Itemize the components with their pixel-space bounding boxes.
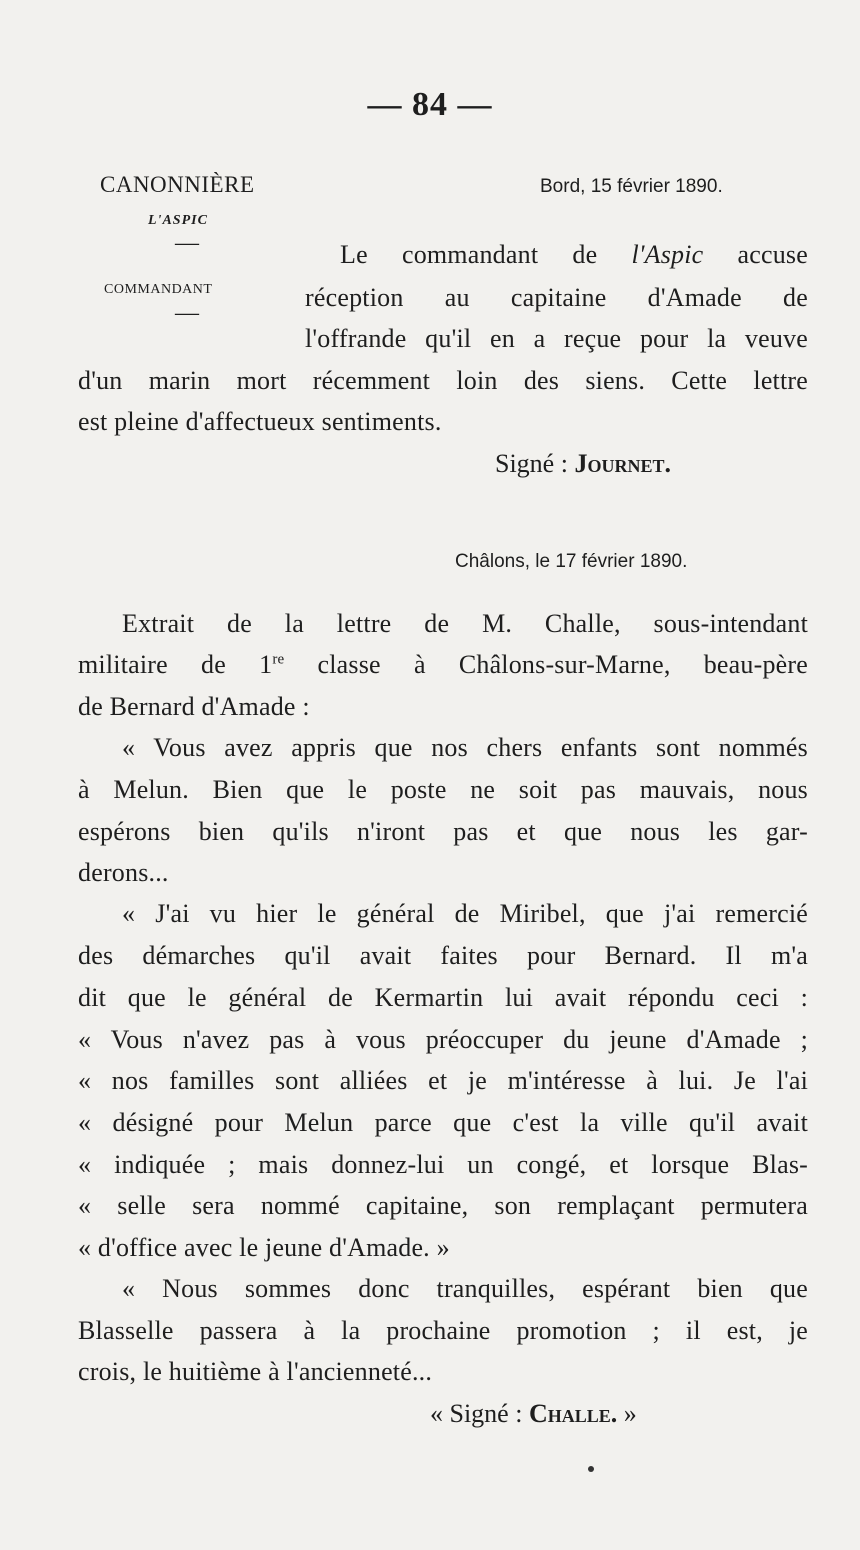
signature-name: Challe.	[528, 1399, 618, 1428]
letter2-line: espérons bien qu'ils n'iront pas et que nous les gar-	[78, 817, 808, 846]
sidebar-title-aspic: L'ASPIC	[148, 213, 208, 228]
signature-name: Journet.	[574, 449, 671, 478]
letter2-line: militaire de 1re classe à Châlons-sur-Marne, beau-père	[78, 650, 808, 679]
sidebar-title-commandant: COMMANDANT	[104, 282, 213, 297]
letter2-line: « J'ai vu hier le général de Miribel, que j'ai remercié	[122, 899, 808, 928]
letter2-line: crois, le huitième à l'ancienneté...	[78, 1357, 433, 1386]
ink-dot	[588, 1466, 594, 1472]
letter2-line: « d'office avec le jeune d'Amade. »	[78, 1233, 450, 1262]
page-number: — 84 —	[367, 86, 493, 123]
letter1-line: Le commandant de l'Aspic accuse	[340, 240, 808, 269]
letter2-line: « indiquée ; mais donnez-lui un congé, et lorsque Blas-	[78, 1150, 808, 1179]
letter2-line: « selle sera nommé capitaine, son remplaçant permutera	[78, 1191, 808, 1220]
letter2-line: « Vous n'avez pas à vous préoccuper du jeune d'Amade ;	[78, 1025, 808, 1054]
letter2-line: Blasselle passera à la prochaine promotion ; il est, je	[78, 1316, 808, 1345]
letter2-line: dit que le général de Kermartin lui avait répondu ceci :	[78, 983, 808, 1012]
sidebar-dash: —	[175, 300, 199, 326]
letter2-line: Extrait de la lettre de M. Challe, sous-intendant	[122, 609, 808, 638]
sidebar-title-canonniere: CANONNIÈRE	[100, 172, 255, 197]
letter1-line: réception au capitaine d'Amade de	[305, 283, 808, 312]
letter2-line: derons...	[78, 858, 169, 887]
letter1-date: Bord, 15 février 1890.	[540, 176, 723, 197]
letter2-date: Châlons, le 17 février 1890.	[455, 551, 688, 572]
letter1-signature: Signé : Journet.	[495, 449, 671, 478]
letter1-line: d'un marin mort récemment loin des siens. Cette lettre	[78, 366, 808, 395]
sidebar-dash: —	[175, 230, 199, 256]
letter2-line: « Nous sommes donc tranquilles, espérant bien que	[122, 1274, 808, 1303]
letter1-line: est pleine d'affectueux sentiments.	[78, 407, 442, 436]
letter2-line: « nos familles sont alliées et je m'intéresse à lui. Je l'ai	[78, 1066, 808, 1095]
letter2-line: à Melun. Bien que le poste ne soit pas mauvais, nous	[78, 775, 808, 804]
letter2-line: de Bernard d'Amade :	[78, 692, 310, 721]
letter2-signature: « Signé : Challe. »	[430, 1399, 637, 1428]
letter2-line: des démarches qu'il avait faites pour Bernard. Il m'a	[78, 941, 808, 970]
letter2-line: « désigné pour Melun parce que c'est la ville qu'il avait	[78, 1108, 808, 1137]
letter1-line: l'offrande qu'il en a reçue pour la veuve	[305, 324, 808, 353]
letter2-line: « Vous avez appris que nos chers enfants sont nommés	[122, 733, 808, 762]
